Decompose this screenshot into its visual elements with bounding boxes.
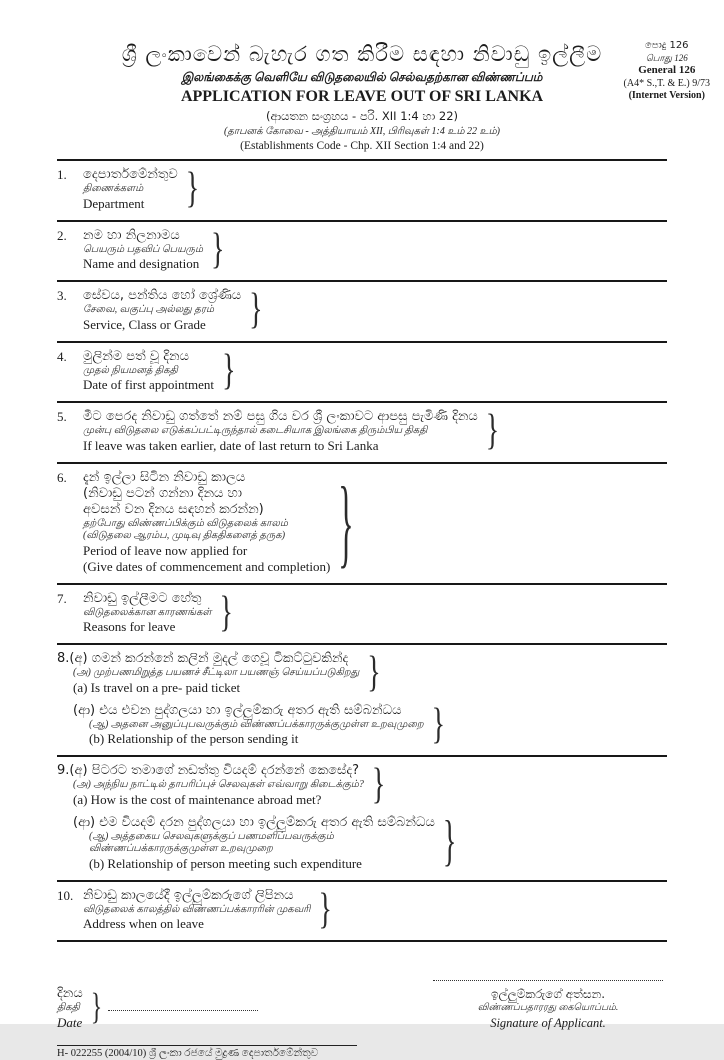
form-version: (Internet Version) xyxy=(628,90,705,101)
label-tamil: சேவை, வகுப்பு அல்லது தரம் xyxy=(83,304,215,315)
field-prepaid-ticket xyxy=(57,651,381,696)
field-maintenance-cost-group xyxy=(57,757,667,882)
label-english: If leave was taken earlier, date of last return to Sri Lanka xyxy=(83,437,379,453)
establishments-code-tamil: (தாபனக் கோவை - அத்தியாயம் XII, பிரிவுகள் 1:4 உம் 22 உம்) xyxy=(224,126,500,137)
establishments-code-sinhala: (ආයතන සංග්‍රහය - පරි. XII 1:4 හා 22) xyxy=(265,109,458,123)
brace-decoration xyxy=(249,288,262,333)
form-title-tamil: இலங்கைக்கு வெளியே விடுதலையில் செல்வதற்கான விண்ணப்பம் xyxy=(181,70,543,84)
brace-decoration xyxy=(91,986,103,1031)
label-english: Department xyxy=(83,195,145,211)
label-sinhala: අවසන් වන දිනය සඳහන් කරන්න) xyxy=(83,501,264,517)
form-number-block xyxy=(624,40,710,103)
brace-decoration xyxy=(443,815,456,872)
date-label-english: Date xyxy=(57,1014,83,1030)
label-sinhala: නිවාඩු ඉල්ලීමට හේතු xyxy=(83,590,202,606)
field-sender-relationship xyxy=(57,703,445,748)
label-tamil: (அ) முற்பணமிறுத்த பயணச் சீட்டிலா பயணஞ் செய்யப்படுகிறது xyxy=(73,667,360,678)
item-number: 10. xyxy=(57,887,74,903)
field-prepaid-ticket-group xyxy=(57,645,667,757)
field-name-designation xyxy=(57,222,667,283)
field-department xyxy=(57,161,667,222)
label-tamil: (விடுதலை ஆரம்ப, முடிவு திகதிகளைத் தருக) xyxy=(83,530,286,541)
label-sinhala: දැන් ඉල්ලා සිටින නිවාඩු කාලය xyxy=(83,469,246,485)
form-number-tamil: பொது 126 xyxy=(645,52,688,63)
field-leave-address xyxy=(57,882,667,943)
form-number-sinhala: පොදු 126 xyxy=(644,40,689,51)
signature-field xyxy=(433,980,663,1031)
label-sinhala: (ආ) එය එවන පුද්ගලයා හා ඉල්ලුම්කරු අතර ඇති සම්බන්ධය xyxy=(73,702,402,718)
label-tamil: தற்போது விண்ணப்பிக்கும் விடுதலைக் காலம் xyxy=(83,517,288,529)
field-labels xyxy=(83,409,478,454)
form-reference: (A4* S.,T. & E.) 9/73 xyxy=(623,77,710,89)
field-labels xyxy=(73,815,435,872)
label-tamil: பெயரும் பதவிப் பெயரும் xyxy=(83,243,203,255)
label-sinhala: මුලින්ම පත් වූ දිනය xyxy=(83,348,189,364)
item-number: 3. xyxy=(57,288,67,303)
label-sinhala: 9.(අ) පිටරට තමාගේ නඩත්තු වියදම් දරන්නේ කෙසේද? xyxy=(57,763,360,778)
signature-label-sinhala: ඉල්ලුම්කරුගේ අත්සන. xyxy=(490,987,606,1001)
label-english: Period of leave now applied for xyxy=(83,542,248,558)
brace-decoration xyxy=(338,470,353,575)
label-english: Name and designation xyxy=(83,256,200,271)
field-labels xyxy=(83,349,214,394)
item-number: 1. xyxy=(57,167,67,182)
brace-decoration xyxy=(222,349,235,394)
label-tamil: முன்பு விடுதலை எடுக்கப்பட்டிருந்தால் கடைசியாக இலங்கை திரும்பிய திகதி xyxy=(83,425,428,436)
label-english: Date of first appointment xyxy=(83,377,215,392)
label-tamil: விடுதலைக் காலத்தில் விண்ணப்பக்காரரின் முகவரி xyxy=(83,903,311,915)
field-labels xyxy=(83,167,178,212)
field-labels xyxy=(83,470,330,575)
signature-label-tamil: விண்ணப்பதாரரது கையொப்பம். xyxy=(477,1003,619,1013)
label-tamil: (ஆ) அத்தகைய செலவுகளுக்குப் பணமளிப்பவருக்கும் xyxy=(89,830,334,842)
label-sinhala: (නිවාඩු පටන් ගන්නා දිනය හා xyxy=(83,485,242,501)
field-labels xyxy=(83,288,241,333)
label-english: (Give dates of commencement and completion) xyxy=(83,558,331,574)
brace-decoration xyxy=(211,228,224,273)
establishments-code-english: (Establishments Code - Chp. XII Section 1:4 and 22) xyxy=(240,140,484,152)
date-fill-line xyxy=(108,1010,258,1011)
brace-decoration xyxy=(372,763,385,808)
field-leave-reasons xyxy=(57,585,667,646)
label-english: (b) Relationship of person meeting such expenditure xyxy=(89,855,362,871)
label-english: (a) Is travel on a pre- paid ticket xyxy=(73,679,241,695)
print-reference xyxy=(57,1045,357,1060)
brace-decoration xyxy=(220,591,233,636)
signature-section xyxy=(57,980,667,1031)
item-number: 5. xyxy=(57,409,67,424)
label-sinhala: 8.(අ) ගමන් කරන්නේ කලින් මුදල් ගෙවූ ටිකට්ටුවකින්ද xyxy=(57,651,349,666)
field-labels xyxy=(57,763,364,808)
label-tamil: முதல் நியமனத் திகதி xyxy=(83,364,178,376)
label-tamil: (ஆ) அதனை அனுப்புபவருக்கும் விண்ணப்பக்காரருக்குமுள்ள உறவுமுறை xyxy=(89,718,424,730)
field-maintenance-cost xyxy=(57,763,385,808)
label-tamil: திணைக்களம் xyxy=(83,183,144,194)
form-header xyxy=(57,0,667,152)
label-sinhala: (ආ) එම වියදම් දරන පුද්ගලයා හා ඉල්ලුම්කරු අතර ඇති සම්බන්ධය xyxy=(73,814,435,830)
brace-decoration xyxy=(486,409,499,454)
field-date-first-appointment xyxy=(57,343,667,404)
form-fields xyxy=(57,159,667,942)
label-english: (b) Relationship of the person sending it xyxy=(89,731,299,746)
label-sinhala: සේවය, පන්තිය හෝ ශ්‍රේණිය xyxy=(83,288,242,303)
field-labels xyxy=(83,228,203,273)
signature-fill-line xyxy=(433,980,663,981)
signature-label-english: Signature of Applicant. xyxy=(490,1015,606,1030)
brace-decoration xyxy=(367,651,380,696)
date-label-tamil: திகதி xyxy=(57,1002,80,1013)
label-sinhala: මීට පෙරද නිවාඩු ගත්තේ නම් පසු ගිය වර ශ්‍රී ලංකාවට ආපසු පැමිණි දිනය xyxy=(83,409,478,424)
item-number: 6. xyxy=(57,469,67,485)
field-expenditure-relationship xyxy=(57,815,456,872)
field-leave-period xyxy=(57,464,667,585)
label-tamil: விடுதலைக்கான காரணங்கள் xyxy=(83,606,212,618)
footer-rule xyxy=(57,1045,357,1046)
date-field xyxy=(57,986,258,1031)
field-labels xyxy=(57,651,359,696)
field-service-class-grade xyxy=(57,282,667,343)
brace-decoration xyxy=(186,167,199,212)
form-number-english: General 126 xyxy=(638,63,696,76)
label-english: (a) How is the cost of maintenance abroad met? xyxy=(73,791,322,807)
label-sinhala: නම හා නිලනාමය xyxy=(83,227,180,243)
item-number: 4. xyxy=(57,348,67,364)
label-sinhala: නිවාඩු කාලයේදී ඉල්ලුම්කරුගේ ලිපිනය xyxy=(83,887,294,903)
label-sinhala: දෙපාර්තමේන්තුව xyxy=(83,167,178,182)
print-reference-text: H- 022255 (2004/10) ශ්‍රී ලංකා රජයේ මුද්‍රණ දෙපාර්තමේන්තුව xyxy=(57,1047,319,1059)
date-label-sinhala: දිනය xyxy=(57,986,83,1001)
form-title-sinhala: ශ්‍රී ලංකාවෙන් බැහැර ගත කිරීම සඳහා නිවාඩු ඉල්ලීම xyxy=(121,42,603,66)
field-labels xyxy=(73,703,424,748)
field-last-return-date xyxy=(57,403,667,464)
form-title-english: APPLICATION FOR LEAVE OUT OF SRI LANKA xyxy=(180,88,544,105)
label-tamil: விண்ணப்பக்காரருக்குமுள்ள உறவுமுறை xyxy=(89,843,273,854)
label-english: Reasons for leave xyxy=(83,619,176,634)
item-number: 7. xyxy=(57,590,67,606)
date-labels xyxy=(57,986,83,1031)
item-number: 2. xyxy=(57,227,67,243)
field-labels xyxy=(83,591,212,636)
brace-decoration xyxy=(318,888,331,933)
label-english: Service, Class or Grade xyxy=(83,316,206,332)
label-tamil: (அ) அந்நிய நாட்டில் தாபரிப்புச் செலவுகள் எவ்வாறு கிடைக்கும்? xyxy=(73,779,364,790)
brace-decoration xyxy=(432,703,445,748)
field-labels xyxy=(83,888,310,933)
label-english: Address when on leave xyxy=(83,916,204,931)
